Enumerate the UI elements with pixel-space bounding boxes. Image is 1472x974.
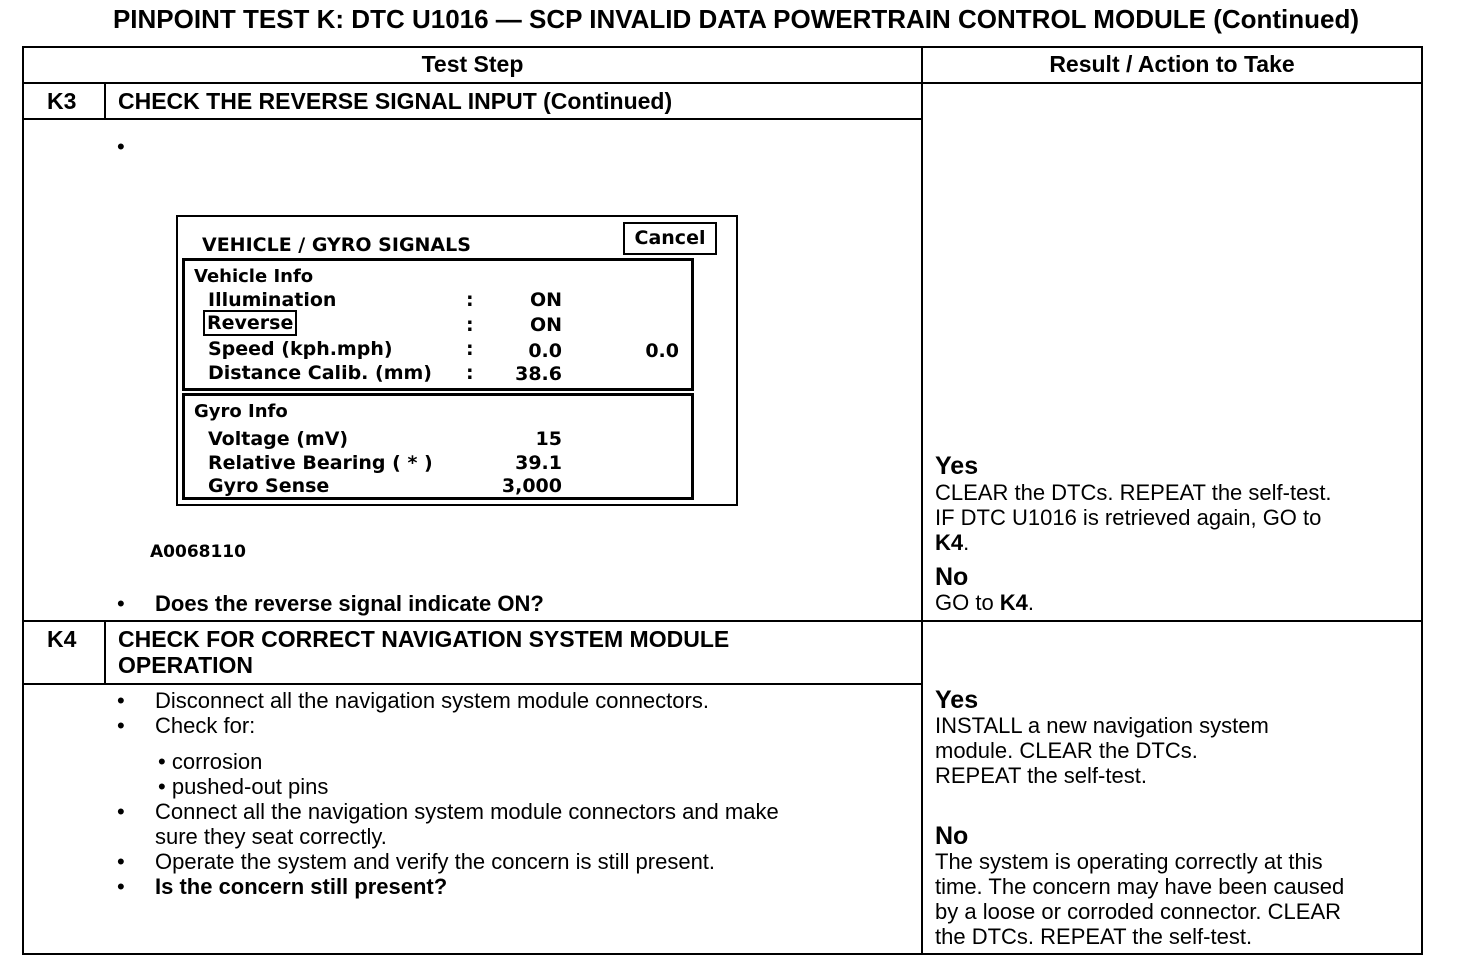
k3-yes-goto-line: K4. bbox=[935, 530, 970, 555]
k4-yes-line-2: module. CLEAR the DTCs. bbox=[935, 738, 1198, 763]
reverse-highlight: Reverse bbox=[203, 310, 297, 336]
k4-bullet-3-cont: sure they seat correctly. bbox=[155, 824, 387, 849]
row-bearing-label: Relative Bearing ( * ) bbox=[208, 452, 433, 474]
row-speed-value: 0.0 bbox=[528, 340, 562, 362]
k3-no-prefix: GO to bbox=[935, 590, 1000, 615]
k4-yes-text bbox=[935, 713, 1415, 788]
page-title: PINPOINT TEST K: DTC U1016 — SCP INVALID DATA POWERTRAIN CONTROL MODULE (Continued) bbox=[112, 4, 1360, 34]
header-result: Result / Action to Take bbox=[1049, 51, 1295, 77]
table-border-right bbox=[1421, 46, 1423, 955]
k4-no-line-1: The system is operating correctly at this bbox=[935, 849, 1323, 874]
k4-bullet-1: Disconnect all the navigation system module connectors. bbox=[155, 688, 709, 713]
k4-yes-label: Yes bbox=[935, 686, 979, 714]
header-divider bbox=[22, 82, 1423, 84]
k4-step-divider bbox=[104, 620, 106, 684]
k4-step-title-2: OPERATION bbox=[118, 652, 254, 678]
cancel-button[interactable]: Cancel bbox=[623, 222, 717, 255]
row-voltage-label: Voltage (mV) bbox=[208, 428, 349, 450]
row-speed-value2: 0.0 bbox=[645, 340, 679, 362]
k3-yes-label: Yes bbox=[935, 452, 979, 480]
figure-id: A0068110 bbox=[150, 542, 246, 562]
k3-yes-text bbox=[935, 480, 1415, 555]
k4-no-line-3: by a loose or corroded connector. CLEAR bbox=[935, 899, 1342, 924]
k3-yes-line-1: CLEAR the DTCs. REPEAT the self-test. bbox=[935, 480, 1332, 505]
gyro-info-box bbox=[182, 393, 694, 500]
k3-k4-divider bbox=[22, 620, 1423, 622]
k3-yes-goto: K4 bbox=[935, 530, 964, 555]
k3-step-label: K3 bbox=[47, 88, 77, 114]
row-bearing-value: 39.1 bbox=[515, 452, 562, 474]
k4-bullet-4: Operate the system and verify the concern is still present. bbox=[155, 849, 716, 874]
k4-question: Is the concern still present? bbox=[155, 874, 448, 899]
k4-bullet-2-dot: • bbox=[117, 713, 125, 738]
k4-sub-bullet-1: • corrosion bbox=[158, 749, 263, 774]
row-reverse-label bbox=[203, 312, 297, 334]
k4-bullet-1-dot: • bbox=[117, 688, 125, 713]
k3-yes-line-2: IF DTC U1016 is retrieved again, GO to bbox=[935, 505, 1322, 530]
k4-bullet-3-dot: • bbox=[117, 799, 125, 824]
k4-sub-bullet-1-text: corrosion bbox=[171, 749, 263, 774]
row-gyro-sense-label: Gyro Sense bbox=[208, 475, 330, 497]
gyro-info-heading: Gyro Info bbox=[194, 401, 288, 422]
k3-step-divider bbox=[104, 82, 106, 120]
k4-bullet-3: Connect all the navigation system module connectors and make bbox=[155, 799, 779, 824]
k3-question: Does the reverse signal indicate ON? bbox=[155, 591, 544, 616]
row-reverse-value: ON bbox=[529, 314, 562, 336]
table-border-bottom bbox=[22, 953, 1423, 955]
k3-no-goto: K4 bbox=[999, 590, 1028, 615]
k4-sub-bullet-2-text: pushed-out pins bbox=[171, 774, 329, 799]
k4-no-line-2: time. The concern may have been caused bbox=[935, 874, 1345, 899]
k3-no-text: GO to K4. bbox=[935, 590, 1035, 615]
k3-question-bullet: • bbox=[117, 591, 125, 616]
row-distance-label: Distance Calib. (mm) bbox=[208, 362, 432, 384]
k4-yes-line-3: REPEAT the self-test. bbox=[935, 763, 1147, 788]
row-illumination-label: Illumination bbox=[208, 289, 337, 311]
row-gyro-sense-value: 3,000 bbox=[501, 475, 562, 497]
row-distance-colon: : bbox=[466, 362, 474, 384]
row-speed-colon: : bbox=[466, 338, 474, 360]
row-voltage-value: 15 bbox=[535, 428, 562, 450]
k4-title-divider bbox=[22, 683, 922, 685]
vehicle-gyro-screen bbox=[176, 215, 738, 506]
row-speed-label: Speed (kph.mph) bbox=[208, 338, 393, 360]
k3-title-divider bbox=[22, 118, 922, 120]
k3-step-title: CHECK THE REVERSE SIGNAL INPUT (Continued) bbox=[118, 88, 673, 114]
table-border-left bbox=[22, 46, 24, 955]
k4-sub-bullet-2: • pushed-out pins bbox=[158, 774, 329, 799]
row-distance-value: 38.6 bbox=[515, 363, 562, 385]
header-test-step: Test Step bbox=[421, 51, 524, 77]
vehicle-info-box bbox=[182, 258, 694, 391]
k4-step-label: K4 bbox=[47, 626, 77, 652]
row-reverse-colon: : bbox=[466, 314, 474, 336]
k4-step-title-1: CHECK FOR CORRECT NAVIGATION SYSTEM MODULE bbox=[118, 626, 730, 652]
k4-bullet-2: Check for: bbox=[155, 713, 256, 738]
vehicle-info-heading: Vehicle Info bbox=[194, 266, 314, 287]
k4-no-line-4: the DTCs. REPEAT the self-test. bbox=[935, 924, 1253, 949]
k3-no-label: No bbox=[935, 563, 969, 591]
row-illumination-colon: : bbox=[466, 289, 474, 311]
k4-no-label: No bbox=[935, 822, 969, 850]
row-illumination-value: ON bbox=[529, 289, 562, 311]
k4-question-dot: • bbox=[117, 874, 125, 899]
k4-yes-line-1: INSTALL a new navigation system bbox=[935, 713, 1269, 738]
column-divider bbox=[921, 46, 923, 955]
k4-bullet-4-dot: • bbox=[117, 849, 125, 874]
k3-bullet: • bbox=[117, 134, 125, 159]
k4-no-text bbox=[935, 849, 1415, 949]
table-border-top bbox=[22, 46, 1423, 48]
screen-title: VEHICLE / GYRO SIGNALS bbox=[202, 234, 471, 256]
